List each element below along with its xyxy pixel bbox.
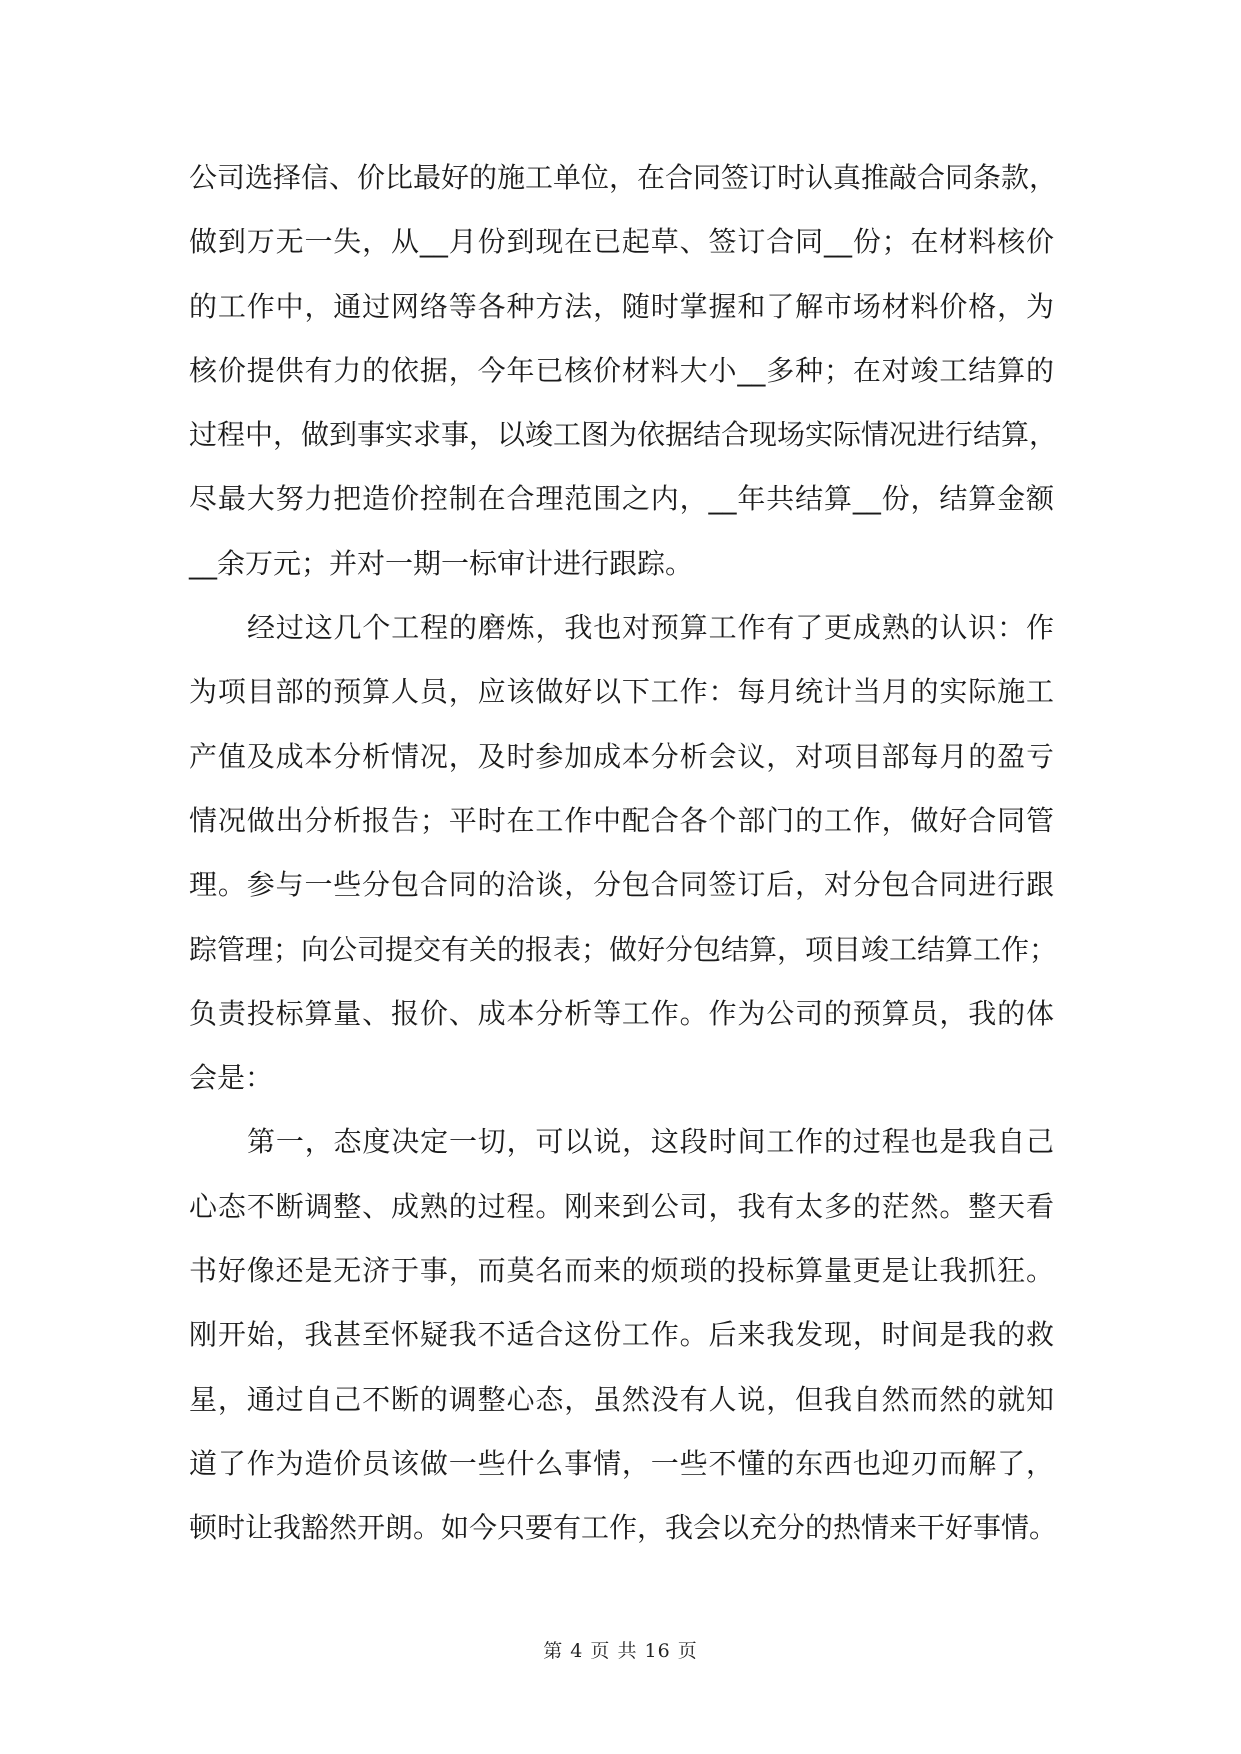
text-line: 理。参与一些分包合同的洽谈，分包合同签订后，对分包合同进行跟 (189, 868, 1054, 902)
text-line: 道了作为造价员该做一些什么事情，一些不懂的东西也迎刃而解了， (189, 1446, 1054, 1480)
paragraph-3 (189, 1110, 1058, 1560)
text-line: 书好像还是无济于事，而莫名而来的烦琐的投标算量更是让我抓狂。 (189, 1254, 1054, 1288)
text-line: 产值及成本分析情况，及时参加成本分析会议，对项目部每月的盈亏 (189, 739, 1054, 773)
text-line: 心态不断调整、成熟的过程。刚来到公司，我有太多的茫然。整天看 (189, 1189, 1054, 1223)
text-line: 为项目部的预算人员，应该做好以下工作：每月统计当月的实际施工 (189, 675, 1054, 709)
text-line: 星，通过自己不断的调整心态，虽然没有人说，但我自然而然的就知 (189, 1382, 1054, 1416)
page-number-footer: 第 4 页 共 16 页 (543, 1640, 698, 1662)
text-line: 顿时让我豁然开朗。如今只要有工作，我会以充分的热情来干好事情。 (189, 1511, 1058, 1545)
text-line: 第一，态度决定一切，可以说，这段时间工作的过程也是我自己 (247, 1125, 1054, 1159)
text-line: 会是： (189, 1061, 274, 1095)
text-line: 尽最大努力把造价控制在合理范围之内，__年共结算__份，结算金额 (189, 482, 1054, 516)
text-line: 经过这几个工程的磨炼，我也对预算工作有了更成熟的认识：作 (247, 611, 1054, 645)
text-line: 的工作中，通过网络等各种方法，随时掌握和了解市场材料价格，为 (189, 289, 1054, 323)
document-body (189, 146, 1058, 1561)
text-line: 过程中，做到事实求事，以竣工图为依据结合现场实际情况进行结算， (189, 418, 1058, 452)
text-line: 踪管理；向公司提交有关的报表；做好分包结算，项目竣工结算工作； (189, 932, 1058, 966)
text-line: 负责投标算量、报价、成本分析等工作。作为公司的预算员，我的体 (189, 996, 1054, 1030)
text-line: 核价提供有力的依据，今年已核价材料大小__多种；在对竣工结算的 (189, 353, 1054, 387)
text-line: 刚开始，我甚至怀疑我不适合这份工作。后来我发现，时间是我的救 (189, 1318, 1054, 1352)
text-line: 情况做出分析报告；平时在工作中配合各个部门的工作，做好合同管 (189, 803, 1054, 837)
paragraph-1 (189, 146, 1058, 596)
text-line: 做到万无一失，从__月份到现在已起草、签订合同__份；在材料核价 (189, 225, 1054, 259)
text-line: 公司选择信、价比最好的施工单位，在合同签订时认真推敲合同条款， (189, 161, 1058, 194)
text-line: __余万元；并对一期一标审计进行跟踪。 (189, 546, 694, 580)
paragraph-2 (189, 596, 1058, 1110)
